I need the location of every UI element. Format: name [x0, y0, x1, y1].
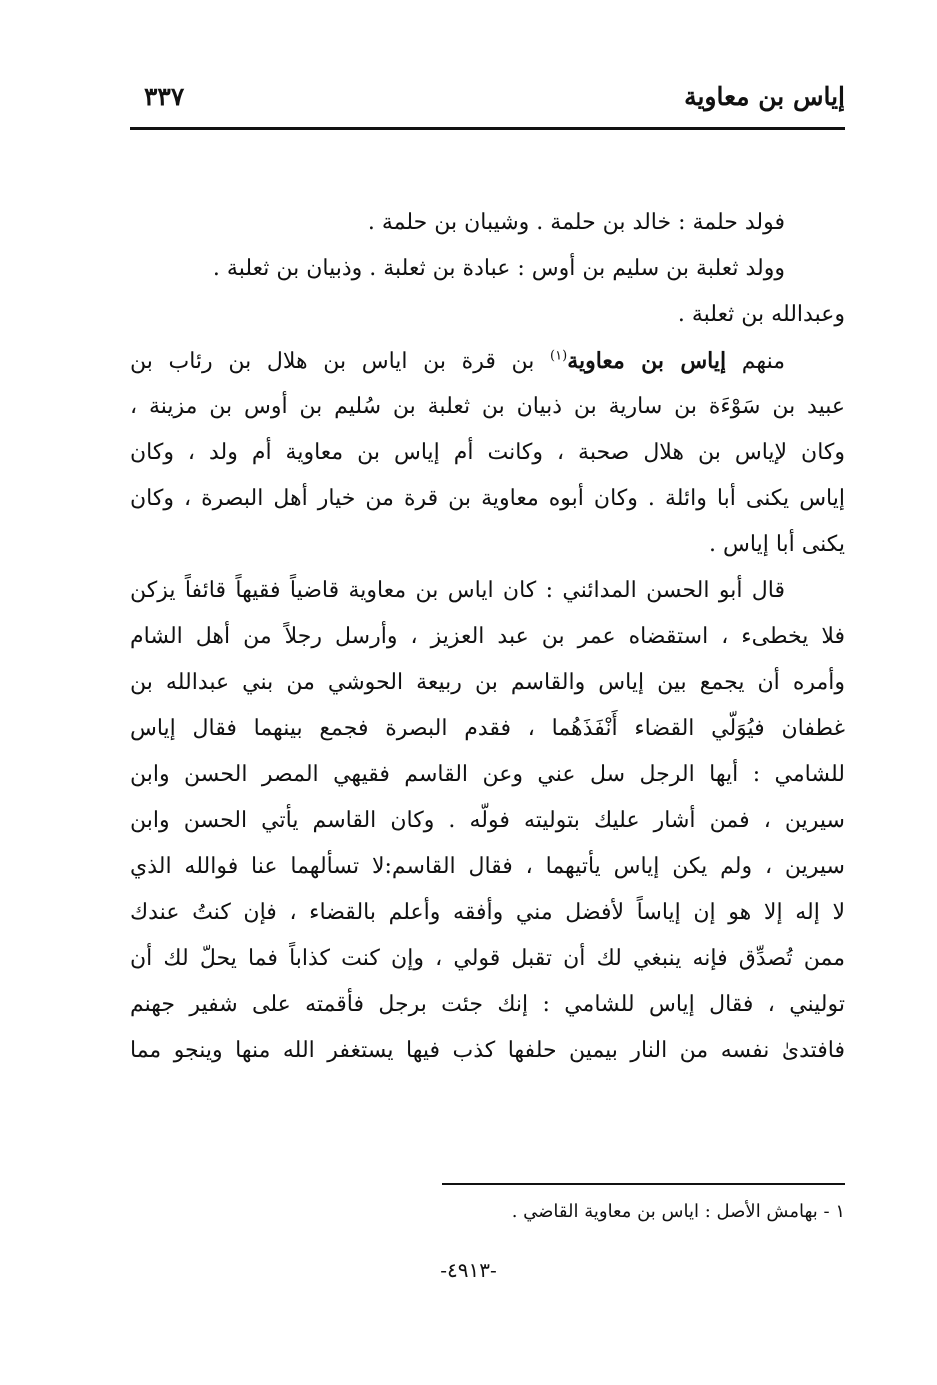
paragraph-line: إياس يكنى أبا وائلة . وكان أبوه معاوية بن قرة من خيار أهل البصرة ، وكان	[130, 486, 845, 511]
paragraph-line: وولد ثعلبة بن سليم بن أوس : عبادة بن ثعلبة . وذبيان بن ثعلبة .	[212, 256, 785, 281]
paragraph-line: فولد حلمة : خالد بن حلمة . وشيبان بن حلمة .	[367, 210, 785, 235]
header-page-number: ٣٣٧	[144, 82, 185, 111]
paragraph-line: سيرين ، ولم يكن إياس يأتيهما ، فقال القاسم:لا تسألهما عنا فوالله الذي	[130, 854, 845, 879]
paragraph-line: عبيد بن سَوْءَة بن سارية بن ذبيان بن ثعلبة بن سُليم بن أوس بن مزينة ،	[130, 394, 845, 419]
paragraph-line	[130, 338, 845, 384]
paragraph-line: سيرين ، فمن أشار عليك بتوليته فولّه . وكان القاسم يأتي الحسن وابن	[130, 808, 845, 833]
paragraph-line: فلا يخطىء ، استقضاه عمر بن عبد العزيز ، وأرسل رجلاً من أهل الشام	[130, 624, 845, 649]
paragraph-line: للشامي : أيها الرجل سل عني وعن القاسم فقيهي المصر الحسن وابن	[130, 762, 845, 787]
footnote-marker: (١)	[550, 348, 568, 364]
paragraph-line: وعبدالله بن ثعلبة .	[677, 302, 845, 327]
paragraph-line: يكنى أبا إياس .	[709, 532, 845, 557]
paragraph-line: وأمره أن يجمع بين إياس والقاسم بن ربيعة الحوشي من بني عبدالله بن	[130, 670, 845, 695]
paragraph-line: قال أبو الحسن المدائني : كان اياس بن معاوية قاضياً فقيهاً قائفاً يزكن	[130, 578, 785, 603]
paragraph-line: فافتدىٰ نفسه من النار بيمين حلفها كذب فيها يستغفر الله منها وينجو مما	[130, 1038, 845, 1063]
text-segment: بن قرة بن اياس بن هلال بن رئاب بن	[130, 349, 535, 374]
text-segment: منهم	[741, 349, 785, 374]
main-text	[130, 200, 845, 1074]
person-name-bold: إياس بن معاوية	[567, 348, 727, 374]
paragraph-line: غطفان فيُوَلّي القضاء أَنْفَذَهُما ، فقدم البصرة فجمع بينهما فقال إياس	[130, 716, 845, 741]
footnote-divider	[442, 1183, 845, 1185]
running-header	[130, 82, 845, 122]
footnote: ١ - بهامش الأصل : اياس بن معاوية القاضي .	[511, 1201, 845, 1222]
paragraph-line: توليني ، فقال إياس للشامي : إنك جئت برجل فأقمته على شفير جهنم	[130, 992, 845, 1017]
paragraph-line: لا إله إلا هو إن إياساً لأفضل مني وأفقه وأعلم بالقضاء ، فإن كنتُ عندك	[130, 900, 845, 925]
header-title: إياس بن معاوية	[684, 82, 845, 111]
header-divider	[130, 127, 845, 130]
page-code: -٤٩١٣-	[440, 1258, 497, 1282]
paragraph-line: ممن تُصدِّق فإنه ينبغي لك أن تقبل قولي ، وإن كنت كذاباً فما يحلّ لك أن	[130, 946, 845, 971]
paragraph-line: وكان لإياس بن هلال صحبة ، وكانت أم إياس بن معاوية أم ولد ، وكان	[130, 440, 845, 465]
